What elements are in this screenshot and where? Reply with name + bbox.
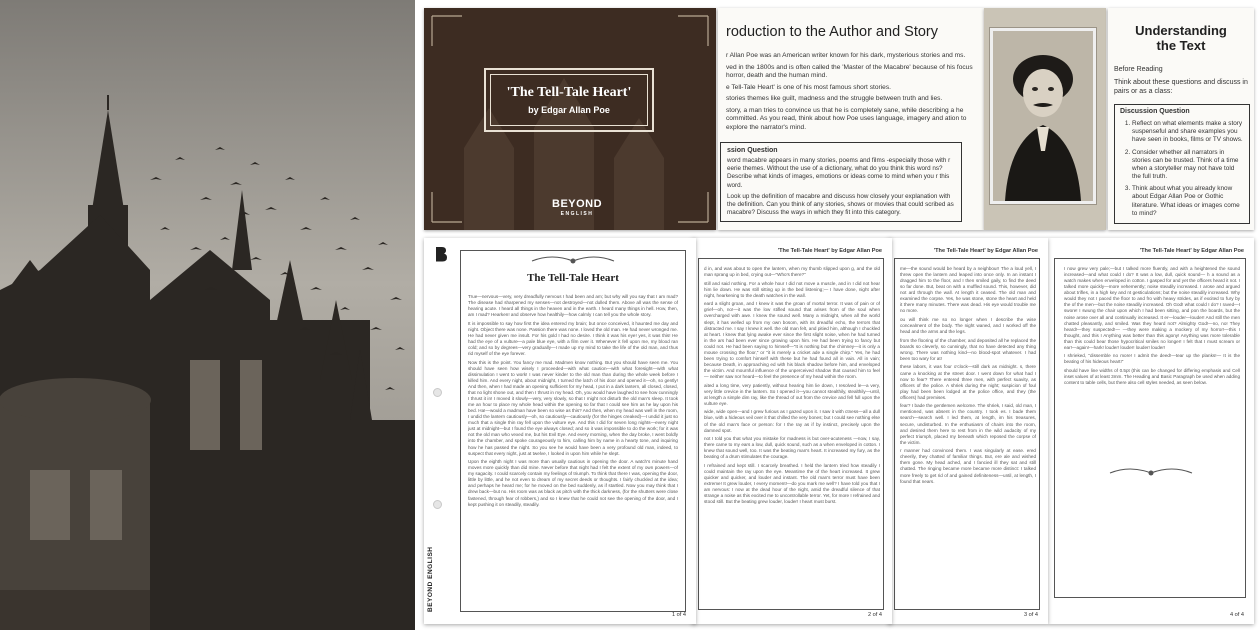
story-paragraph: I refrained and kept still. I scarcely breathed. I held the lantern tried how steadily I could maintain the ray upon the eye. Meantime the of the heart increased. It grew quicker and quicker, and louder and instant. The old man's terror must have been extreme! It grew louder, I every moment!—do you mark me well? I have told you that I am nervous: I now at the dead hour of the night, amid the dreadful silence of that strange a noise as this excited me to uncontrollable terror. Yet, for more I refrained and stood still. But the beating grew louder, louder! I heart must burst. xyxy=(704,462,880,505)
understanding-heading-line1: Understanding xyxy=(1135,23,1227,38)
intro-bullet: stories themes like guilt, madness and the struggle between truth and lies. xyxy=(726,95,943,103)
page-number: 4 of 4 xyxy=(1230,612,1244,618)
worksheet-page-2[interactable] xyxy=(692,238,892,624)
story-paragraph: these labors, it was four o'clock—still dark as midnight. s, there came a knocking at the street door. I went down for what had I now to fear? There entered three men, with perfect suavity, as officers of the police. A shriek during the night; suspicion of foul play had been been lodged at the police office, and they (the officers) had premises. xyxy=(900,364,1036,400)
story-paragraph: should have line widths of 0.5pt (this can be changed for differing emphasis and Cell inset values of at least 3mm. The Heading and Basic Paragraph be used when adding content to table cells, but there also cell styles needed, as seen below. xyxy=(1064,368,1240,386)
discussion-paragraph-2: Look up the definition of macabre and discuss how closely your explanation with the definition. Can you think of any stories, shows or movies that could scribed as macabre? Discuss the ways in which they fit into this category. xyxy=(727,192,954,217)
understanding-heading-line2: the Text xyxy=(1156,37,1206,53)
before-reading-label: Before Reading xyxy=(1114,66,1163,73)
understanding-heading xyxy=(1114,24,1248,54)
discussion-question-title: Discussion Question xyxy=(1120,108,1190,115)
gothic-castle-photo xyxy=(0,0,415,630)
beyond-logo-icon xyxy=(434,246,448,262)
discussion-question-box xyxy=(1114,104,1250,224)
story-paragraph: It is impossible to say how first the idea entered my brain; but once conceived, it haunted me day and night. Object there was none. Passion there was none. I loved the old man. He had never wronged me. He had never given me insult. For his gold I had no desire. I think it was his eye! yes, it was this! He had the eye of a vulture—a pale blue eye, with a film over it. Whenever it fell upon me, my blood ran cold; and so by degrees—very gradually—I made up my mind to take the life of the old man, and thus rid myself of the eye forever. xyxy=(468,320,678,357)
title-frame xyxy=(484,68,654,132)
story-paragraph: fear? I bade the gentlemen welcome. The shriek, I said, old man, I mentioned, was absent in the country. I took es. I bade them search—search well. I led them, at length, im his treasures, secure, undisturbed. In the enthusiasm of chairs into the room, and desired them here to rest from in the wild audacity of my perfect triumph, placed my beneath which reposed the corpse of the victim. xyxy=(900,403,1036,445)
story-paragraph: Now this is the point. You fancy me mad. Madmen know nothing. But you should have seen me. You should have seen how wisely I proceeded—with what caution—with what foresight—with what dissimulation I went to work! I was never kinder to the old man than during the whole week before I killed him. And every night, about midnight, I turned the latch of his door and opened it—oh, so gently! And then, when I had made an opening sufficient for my head, I put in a dark lantern, all closed, closed, that no light shone out, and then I thrust in my head. Oh, you would have laughed to see how cunningly I thrust it in! I moved it slowly—very, very slowly, so that I might not disturb the old man's sleep. It took me an hour to place my whole head within the opening so far that I could see him as he lay upon his bed. Ha!—would a madman have been so wise as this? And then, when my head was well in the room, I undid the lantern cautiously—oh, so cautiously—cautiously (for the hinges creaked)—I undid it just so much that a single thin ray fell upon the vulture eye. And this I did for seven long nights—every night just at midnight—but I found the eye always closed; and so it was impossible to do the work; for it was not the old man who vexed me, but his Evil Eye. And every morning, when the day broke, I went boldly into the chamber, and spoke courageously to him, calling him by name in a hearty tone, and inquiring how he has passed the night. So you see he would have been a very profound old man, indeed, to suspect that every night, just at twelve, I looked in upon him while he slept. xyxy=(468,359,678,456)
story-paragraph: eard a slight groan, and I knew it was the groan of mortal terror. It was of pain or of grief—oh, no!—it was the low stifled sound that arises from of the soul when overcharged with awe. I knew the sound well. Many a midnight, when all the world slept, it has welled up from my own bosom, with its dreadful echo, the terrors that distracted me. I say I knew it well. the old man felt, and pitied him, although I chuckled at heart. I knew that lying awake ever since the first slight noise, when he had turned in the ars had been ever since growing upon him. He had been trying to fancy but could not. He had been saying to himself—"It is nothing but the chimney—it is only a mouse crossing the floor," or "it is merely a cricket ade a single chirp." Yes, he had been trying to comfort himself with these but he had found all in vain. All in vain; because Death, in approaching ed with his black shadow before him, and enveloped the victim. And mournful influence of the unperceived shadow that caused him to feel— neither saw nor heard—to feel the presence of my head within the room. xyxy=(704,301,880,380)
ornamental-flourish-icon xyxy=(1108,466,1194,480)
page-4-text xyxy=(1064,266,1240,462)
question-item: 3. Think about what you already know about Edgar Allan Poe or Gothic literature. What ideas or images come to mind? xyxy=(1132,185,1244,218)
intro-bullet: story, a man tries to convince us that he is completely sane, while describing a he committed. As you read, think about how Poe uses language, imagery and ation to explore the narrator's mind. xyxy=(726,106,967,131)
discussion-box-title: ssion Question xyxy=(727,147,778,154)
intro-slide[interactable] xyxy=(718,8,984,230)
discussion-paragraph-1: word macabre appears in many stories, poems and films -especially those with r eerie themes. Without the use of a dictionary, what do you think this word ns? Describe what kinds of images, emotions or ideas come to mind when you r this word. xyxy=(727,157,951,189)
understanding-slide[interactable] xyxy=(1108,8,1254,230)
worksheet-page-1[interactable] xyxy=(424,238,696,624)
page-number: 3 of 4 xyxy=(1024,612,1038,618)
page-1-text xyxy=(468,294,678,606)
page-header: 'The Tell-Tale Heart' by Edgar Allan Poe xyxy=(777,248,882,254)
intro-heading: roduction to the Author and Story xyxy=(726,24,938,40)
beyond-logo-text: BEYOND xyxy=(552,198,603,210)
intro-bullet: ved in the 1800s and is often called the 'Master of the Macabre' because of his focus horror, death and the human mind. xyxy=(726,63,973,80)
ornamental-flourish-icon xyxy=(530,254,616,268)
beyond-logo-sub: ENGLISH xyxy=(560,211,594,217)
discussion-box xyxy=(720,142,962,222)
page-3-text xyxy=(900,266,1036,604)
story-author: by Edgar Allan Poe xyxy=(528,105,610,115)
worksheet-title: The Tell-Tale Heart xyxy=(527,272,619,284)
page-number: 1 of 4 xyxy=(672,612,686,618)
story-paragraph: wide, wide open—and I grew furious as I gazed upon it. I saw it with ctness—all a dull blue, with a hideous veil over it that chilled the very bones; but I could see nothing else of the old man's face or person: for I the ray as if by instinct, precisely upon the damned spot. xyxy=(704,409,880,433)
story-paragraph: Upon the eighth night I was more than usually cautious in opening the door. A watch's minute hand moves more quickly than did mine. Never before that night had I felt the extent of my own powers—of my sagacity. I could scarcely contain my feelings of triumph. To think that there I was, opening the door, little by little, and he not even to dream of my secret deeds or thoughts. I fairly chuckled at the idea; and perhaps he heard me; for he moved on the bed suddenly, as if startled. Now you may think that I drew back—but no. His room was as black as pitch with the thick darkness, (for the shutters were close fastened, through fear of robbers,) and so I knew that he could not see the opening of the door, and I kept pushing it on steadily, steadily. xyxy=(468,459,678,507)
story-paragraph: me—the sound would be heard by a neighbour! The a loud yell, I threw open the lantern and leaped into once only. In an instant I dragged him to the floor, and I then smiled gaily, to find the deed so far done. But, beat on with a muffled sound. This, however, did not ard through the wall. At length it ceased. The old man and examined the corpse. Yes, he was stone, stone the heart and held it there many minutes. There was dead. His eye would trouble me no more. xyxy=(900,266,1036,314)
worksheet-page-4[interactable] xyxy=(1048,238,1254,624)
story-paragraph: r manner had convinced them. I was singularly at ease. ered cheerily, they chatted of familiar things. But, ere ale and wished them gone. My head ached, and I fancied ill they sat and still chatted. The ringing became more became more distinct: I talked more freely to get rid of and gained definiteness—until, at length, I found that nears. xyxy=(900,448,1036,484)
story-paragraph: d in, and was about to open the lantern, when my thumb slipped upon g, and the old man sprang up in bed, crying out—"Who's there?" xyxy=(704,266,880,278)
question-item: 1. Reflect on what elements make a story suspenseful and share examples you have seen in books, films or TV shows. xyxy=(1132,120,1244,145)
title-slide[interactable] xyxy=(424,8,716,230)
story-title: 'The Tell-Tale Heart' xyxy=(506,85,632,100)
story-paragraph: I now grew very pale;—but I talked more fluently, and with a heightened the sound increased—and what could I do? It was a low, dull, quick sound— h a sound as a watch makes when enveloped in cotton. I gasped for and yet the officers heard it not. I talked more quickly—more vehemently; noise steadily increased. I arose and argued about trifles, in a high key and nt gesticulations; but the noise steadily increased. Why would they not I paced the floor to and fro with heavy strides, as if excited to fury by the of the men—but the noise steadily increased. Oh God! what could I do? I raved—I swore! I swung the chair upon which I had been sitting, and pon the boards, but the noise arose over all and continually increased. It er—louder—louder! And still the men chatted pleasantly, and smiled. Was they heard not? Almighty God!—no, no! They heard!—they suspected!— —they were making a mockery of my horror!—this I thought, and this I Anything was better than this agony! Anything was more tolerable than this could bear those hypocritical smiles no longer! I felt that I must scream or ear!—again!—hark! louder! louder! louder! louder! xyxy=(1064,266,1240,350)
question-list xyxy=(1120,120,1244,218)
question-item: 2. Consider whether all narrators in stories can be trusted. Think of a time when a storyteller may not have told the full truth. xyxy=(1132,149,1244,182)
story-paragraph: not I told you that what you mistake for madness is but over-acuteness —now, I say, there came to my ears a low, dull, quick sound, such as a when enveloped in cotton. I knew that sound well, too. It was the beating man's heart. It increased my fury, as the beating of a drum stimulates the courage. xyxy=(704,436,880,460)
think-instructions: Think about these questions and discuss in pairs or as a class: xyxy=(1114,79,1248,96)
punch-hole xyxy=(433,388,442,397)
page-number: 2 of 4 xyxy=(868,612,882,618)
page-header: 'The Tell-Tale Heart' by Edgar Allan Poe xyxy=(1139,248,1244,254)
page-2-text xyxy=(704,266,880,604)
story-paragraph: from the flooring of the chamber, and deposited all he replaced the boards so cleverly, so cunningly, that no have detected any thing wrong. There was nothing kind—no blood-spot whatever. I had been too wary for at! xyxy=(900,337,1036,361)
story-paragraph: True—nervous—very, very dreadfully nervous I had been and am; but why will you say that I am mad? The disease had sharpened my senses—not destroyed—not dulled them. Above all was the sense of hearing acute. I heard all things in the heaven and in the earth. I heard many things in hell. How, then, am I mad? Hearken! and observe how healthily—how calmly I can tell you the whole story. xyxy=(468,294,678,318)
portrait-slide[interactable] xyxy=(984,8,1106,230)
story-paragraph: still and said nothing. For a whole hour I did not move a muscle, and in I did not hear him lie down. He was still sitting up in the bed listening;— I have done, night after night, hearkening to the death watches in the wall. xyxy=(704,280,880,298)
story-paragraph: ou will think me so no longer when I describe the wise concealment of the body. The night waned, and I worked off the head and the arms and the legs. xyxy=(900,317,1036,335)
punch-hole xyxy=(433,500,442,509)
side-brand: BEYOND ENGLISH xyxy=(427,546,434,612)
intro-bullet: e Tell-Tale Heart' is one of his most famous short stories. xyxy=(726,83,891,91)
story-paragraph: I shrieked, "dissemble no more! I admit the deed!—tear up the planks!— It is the beating of his hideous heart!" xyxy=(1064,353,1240,365)
intro-bullet: r Allan Poe was an American writer known for his dark, mysterious stories and ms. xyxy=(726,52,966,59)
poe-portrait xyxy=(990,28,1096,204)
worksheet-page-3[interactable] xyxy=(888,238,1048,624)
story-paragraph: aited a long time, very patiently, without hearing him lie down, I resolved le—a very, very little crevice in the lantern. So I opened it—you cannot stealthily, stealthily—until, at length a simple dim ray, like the thread of out from the crevice and fell full upon the vulture eye. xyxy=(704,382,880,406)
beyond-logo xyxy=(552,198,602,217)
intro-bullets xyxy=(726,52,976,136)
page-header: 'The Tell-Tale Heart' by Edgar Allan Poe xyxy=(933,248,1038,254)
